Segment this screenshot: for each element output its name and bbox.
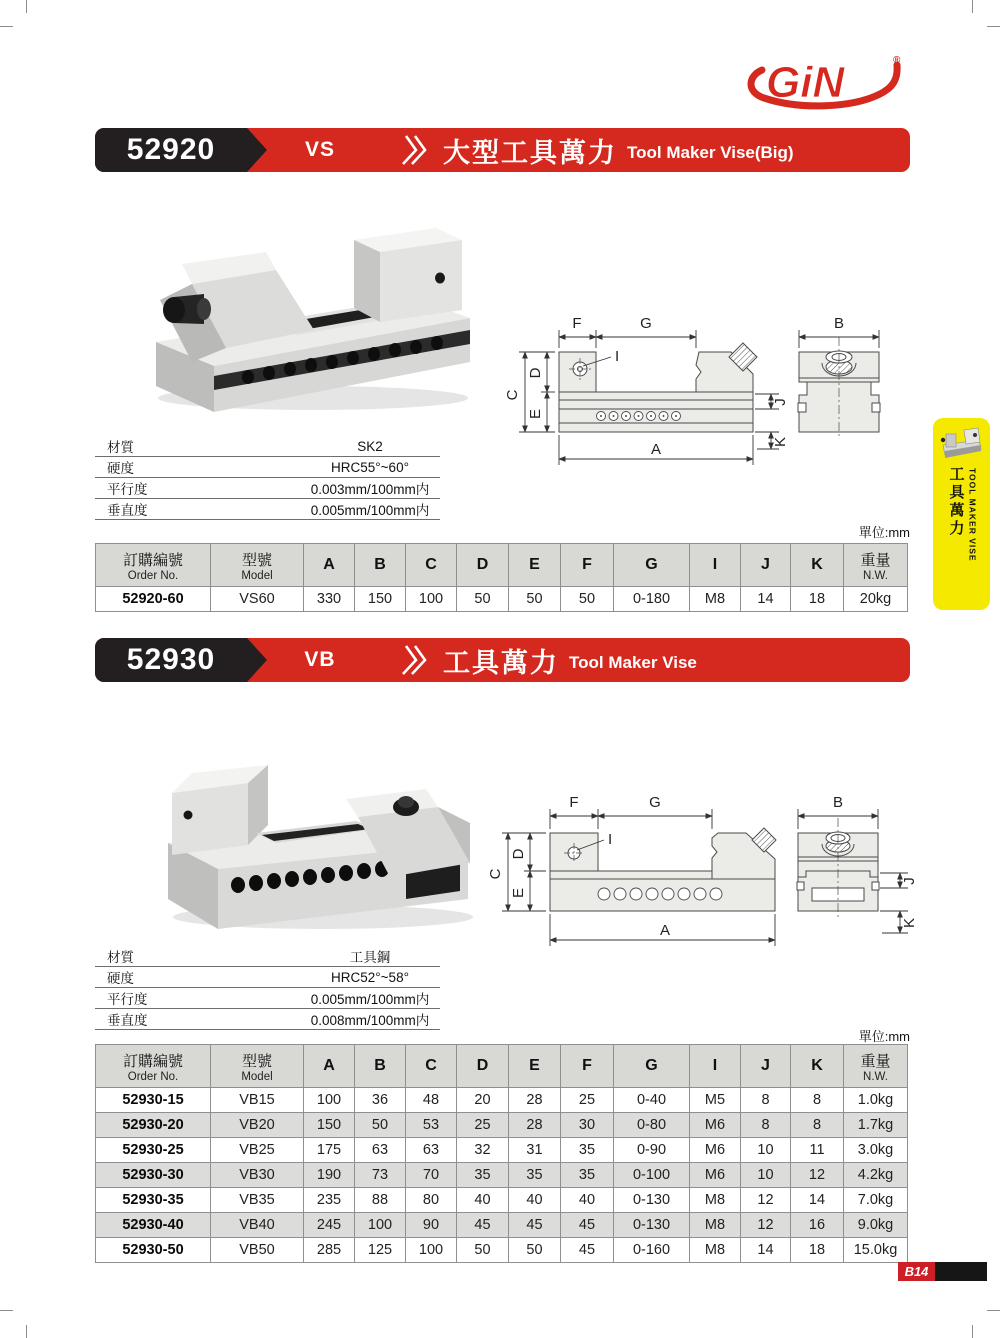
col-header: G (614, 1045, 690, 1088)
dim-label-G: G (640, 315, 652, 332)
tab-label-en: TOOL MAKER VISE (967, 468, 978, 562)
cell: M6 (690, 1138, 741, 1163)
cell: 14 (741, 587, 791, 612)
cell: 52930-30 (96, 1163, 211, 1188)
cell: 100 (355, 1213, 406, 1238)
header-row (96, 544, 908, 587)
col-header: I (690, 1045, 741, 1088)
section1-title-en: Tool Maker Vise(Big) (627, 142, 794, 162)
dim-label-D: D (527, 367, 544, 379)
unit-label: 單位:mm (858, 1029, 910, 1044)
row (95, 988, 440, 1009)
cell: 12 (791, 1163, 844, 1188)
cell: M8 (690, 1213, 741, 1238)
cell: 52920-60 (96, 587, 211, 612)
unit-label: 單位:mm (858, 525, 910, 540)
row (96, 587, 908, 612)
dim-label-I: I (608, 831, 613, 848)
cell: 0-100 (614, 1163, 690, 1188)
cell: 52930-20 (96, 1113, 211, 1138)
cell: 32 (457, 1138, 509, 1163)
row (95, 457, 440, 478)
col-header: 訂購編號 Order No. (96, 544, 211, 587)
double-chevron-icon (400, 643, 430, 677)
crop-mark (972, 1325, 973, 1338)
dim-label-K: K (772, 436, 789, 448)
crop-mark (0, 26, 13, 27)
cell: VB25 (211, 1138, 304, 1163)
cell: 0.005mm/100mm内 (300, 988, 440, 1009)
col-header: D (457, 1045, 509, 1088)
crop-mark (26, 1325, 27, 1338)
cell: 0.005mm/100mm内 (300, 499, 440, 520)
cell: 175 (304, 1138, 355, 1163)
cell: 0-80 (614, 1113, 690, 1138)
cell: 0.008mm/100mm内 (300, 1009, 440, 1030)
crop-mark (987, 1310, 1000, 1311)
cell: M8 (690, 1188, 741, 1213)
col-header: B (355, 544, 406, 587)
technical-drawing-vise (480, 776, 924, 964)
cell: 50 (457, 587, 509, 612)
cell: 70 (406, 1163, 457, 1188)
cell: 1.0kg (844, 1088, 908, 1113)
cell: 52930-15 (96, 1088, 211, 1113)
page-number: B14 (898, 1262, 935, 1281)
cell: 45 (561, 1213, 614, 1238)
tab-vise-icon (939, 425, 985, 461)
cell: M6 (690, 1163, 741, 1188)
cell: VB35 (211, 1188, 304, 1213)
dim-label-A: A (659, 922, 671, 939)
row (96, 1088, 908, 1113)
cell: 45 (457, 1213, 509, 1238)
cell: M6 (690, 1113, 741, 1138)
row (95, 436, 440, 457)
cell: VB15 (211, 1088, 304, 1113)
col-header: B (355, 1045, 406, 1088)
cell: 100 (406, 1238, 457, 1263)
dim-label-B: B (833, 315, 845, 332)
cell: 190 (304, 1163, 355, 1188)
cell: 35 (561, 1138, 614, 1163)
dim-label-E: E (527, 408, 544, 420)
row (96, 1113, 908, 1138)
cell: 48 (406, 1088, 457, 1113)
cell: 1.7kg (844, 1113, 908, 1138)
col-header: A (304, 544, 355, 587)
logo-text: GiN (766, 58, 845, 107)
cell: 245 (304, 1213, 355, 1238)
cell: 52930-50 (96, 1238, 211, 1263)
cell: 材質 (95, 946, 300, 967)
col-header: C (406, 1045, 457, 1088)
cell: 35 (561, 1163, 614, 1188)
section2-title-zh: 工具萬力 (443, 647, 559, 678)
cell: M8 (690, 587, 741, 612)
product-photo-vise (138, 703, 506, 941)
badge-arrow (247, 128, 267, 172)
side-index-tab (933, 418, 990, 610)
cell: 0-180 (614, 587, 690, 612)
col-header: K (791, 544, 844, 587)
header-row (96, 1045, 908, 1088)
cell: 9.0kg (844, 1213, 908, 1238)
col-header: F (561, 544, 614, 587)
cell: 11 (791, 1138, 844, 1163)
crop-mark (0, 1310, 13, 1311)
cell: 8 (741, 1113, 791, 1138)
product-photo-vise-big (118, 190, 500, 420)
cell: 63 (355, 1138, 406, 1163)
cell: 40 (457, 1188, 509, 1213)
cell: 235 (304, 1188, 355, 1213)
series-label: VS (304, 138, 335, 161)
row (95, 946, 440, 967)
cell: 50 (355, 1113, 406, 1138)
cell: 12 (741, 1213, 791, 1238)
section1-title-zh: 大型工具萬力 (443, 137, 617, 168)
section2-header (95, 638, 910, 682)
cell: SK2 (300, 436, 440, 457)
dim-label-D: D (510, 848, 527, 860)
cell: 0-90 (614, 1138, 690, 1163)
cell: 80 (406, 1188, 457, 1213)
dim-label-A: A (650, 441, 662, 458)
cell: 40 (561, 1188, 614, 1213)
cell: VS60 (211, 587, 304, 612)
cell: 15.0kg (844, 1238, 908, 1263)
page-number-badge (898, 1262, 987, 1281)
row (96, 1213, 908, 1238)
col-header: C (406, 544, 457, 587)
cell: 28 (509, 1113, 561, 1138)
cell: M5 (690, 1088, 741, 1113)
cell: 8 (741, 1088, 791, 1113)
dim-label-F: F (572, 315, 582, 332)
cell: 14 (741, 1238, 791, 1263)
cell: 31 (509, 1138, 561, 1163)
cell: 18 (791, 1238, 844, 1263)
order-code-badge: 52920 (95, 128, 247, 172)
row (95, 499, 440, 520)
dim-label-B: B (832, 794, 844, 811)
cell: 90 (406, 1213, 457, 1238)
cell: 40 (509, 1188, 561, 1213)
cell: 53 (406, 1113, 457, 1138)
col-header: 重量 N.W. (844, 1045, 908, 1088)
dim-label-G: G (649, 794, 661, 811)
col-header: E (509, 544, 561, 587)
cell: 垂直度 (95, 499, 300, 520)
cell: 45 (561, 1238, 614, 1263)
cell: 35 (457, 1163, 509, 1188)
cell: 100 (406, 587, 457, 612)
cell: 50 (561, 587, 614, 612)
col-header: 訂購編號 Order No. (96, 1045, 211, 1088)
cell: 150 (304, 1113, 355, 1138)
cell: 0-160 (614, 1238, 690, 1263)
dim-label-J: J (901, 877, 918, 885)
badge-arrow (247, 638, 267, 682)
dim-label-E: E (510, 887, 527, 899)
cell: VB20 (211, 1113, 304, 1138)
spec-table-2 (95, 946, 440, 1030)
section1-header (95, 128, 910, 172)
cell: 52930-40 (96, 1213, 211, 1238)
cell: 工具鋼 (300, 946, 440, 967)
cell: 63 (406, 1138, 457, 1163)
cell: 10 (741, 1138, 791, 1163)
col-header: 重量 N.W. (844, 544, 908, 587)
cell: 88 (355, 1188, 406, 1213)
dim-label-K: K (901, 917, 918, 929)
col-header: J (741, 1045, 791, 1088)
cell: 36 (355, 1088, 406, 1113)
cell: 73 (355, 1163, 406, 1188)
row (96, 1238, 908, 1263)
cell: 3.0kg (844, 1138, 908, 1163)
cell: 16 (791, 1213, 844, 1238)
spec-table-1 (95, 436, 440, 520)
dim-label-C: C (504, 389, 521, 401)
col-header: 型號 Model (211, 1045, 304, 1088)
cell: VB50 (211, 1238, 304, 1263)
cell: 25 (561, 1088, 614, 1113)
crop-mark (26, 0, 27, 13)
row (95, 967, 440, 988)
cell: 4.2kg (844, 1163, 908, 1188)
cell: 硬度 (95, 457, 300, 478)
cell: 25 (457, 1113, 509, 1138)
cell: 50 (509, 587, 561, 612)
cell: 7.0kg (844, 1188, 908, 1213)
cell: 平行度 (95, 988, 300, 1009)
row (96, 1188, 908, 1213)
cell: 0-130 (614, 1213, 690, 1238)
crop-mark (972, 0, 973, 13)
cell: 330 (304, 587, 355, 612)
cell: 125 (355, 1238, 406, 1263)
dim-label-I: I (615, 348, 620, 365)
tab-label-zh: 工具萬力 (947, 466, 965, 538)
cell: 50 (509, 1238, 561, 1263)
series-label: VB (304, 648, 336, 671)
brand-logo (740, 50, 910, 116)
cell: 硬度 (95, 967, 300, 988)
col-header: D (457, 544, 509, 587)
cell: 垂直度 (95, 1009, 300, 1030)
col-header: 型號 Model (211, 544, 304, 587)
row (95, 478, 440, 499)
cell: VB30 (211, 1163, 304, 1188)
cell: 28 (509, 1088, 561, 1113)
cell: 12 (741, 1188, 791, 1213)
cell: 52930-35 (96, 1188, 211, 1213)
double-chevron-icon (400, 133, 430, 167)
cell: 0-40 (614, 1088, 690, 1113)
col-header: K (791, 1045, 844, 1088)
dim-label-F: F (569, 794, 579, 811)
cell: 20 (457, 1088, 509, 1113)
row (95, 1009, 440, 1030)
cell: HRC52°~58° (300, 967, 440, 988)
cell: 50 (457, 1238, 509, 1263)
cell: 35 (509, 1163, 561, 1188)
technical-drawing-vise-big (503, 297, 917, 479)
cell: VB40 (211, 1213, 304, 1238)
cell: 150 (355, 587, 406, 612)
dim-label-C: C (487, 868, 504, 880)
section2-title-en: Tool Maker Vise (569, 652, 697, 672)
cell: 平行度 (95, 478, 300, 499)
logo-reg-mark: ® (893, 55, 901, 66)
col-header: F (561, 1045, 614, 1088)
cell: 8 (791, 1113, 844, 1138)
cell: 0.003mm/100mm内 (300, 478, 440, 499)
cell: 8 (791, 1088, 844, 1113)
spec-data-table-52930 (95, 1044, 908, 1263)
row (96, 1163, 908, 1188)
dim-label-J: J (772, 398, 789, 406)
cell: 52930-25 (96, 1138, 211, 1163)
col-header: A (304, 1045, 355, 1088)
spec-data-table-52920 (95, 543, 908, 612)
cell: 0-130 (614, 1188, 690, 1213)
cell: 285 (304, 1238, 355, 1263)
row (96, 1138, 908, 1163)
col-header: G (614, 544, 690, 587)
cell: M8 (690, 1238, 741, 1263)
cell: HRC55°~60° (300, 457, 440, 478)
cell: 30 (561, 1113, 614, 1138)
col-header: E (509, 1045, 561, 1088)
cell: 14 (791, 1188, 844, 1213)
cell: 20kg (844, 587, 908, 612)
col-header: I (690, 544, 741, 587)
cell: 45 (509, 1213, 561, 1238)
cell: 100 (304, 1088, 355, 1113)
cell: 10 (741, 1163, 791, 1188)
cell: 材質 (95, 436, 300, 457)
crop-mark (987, 26, 1000, 27)
badge-black-bar (935, 1262, 987, 1281)
col-header: J (741, 544, 791, 587)
order-code-badge: 52930 (95, 638, 247, 682)
cell: 18 (791, 587, 844, 612)
